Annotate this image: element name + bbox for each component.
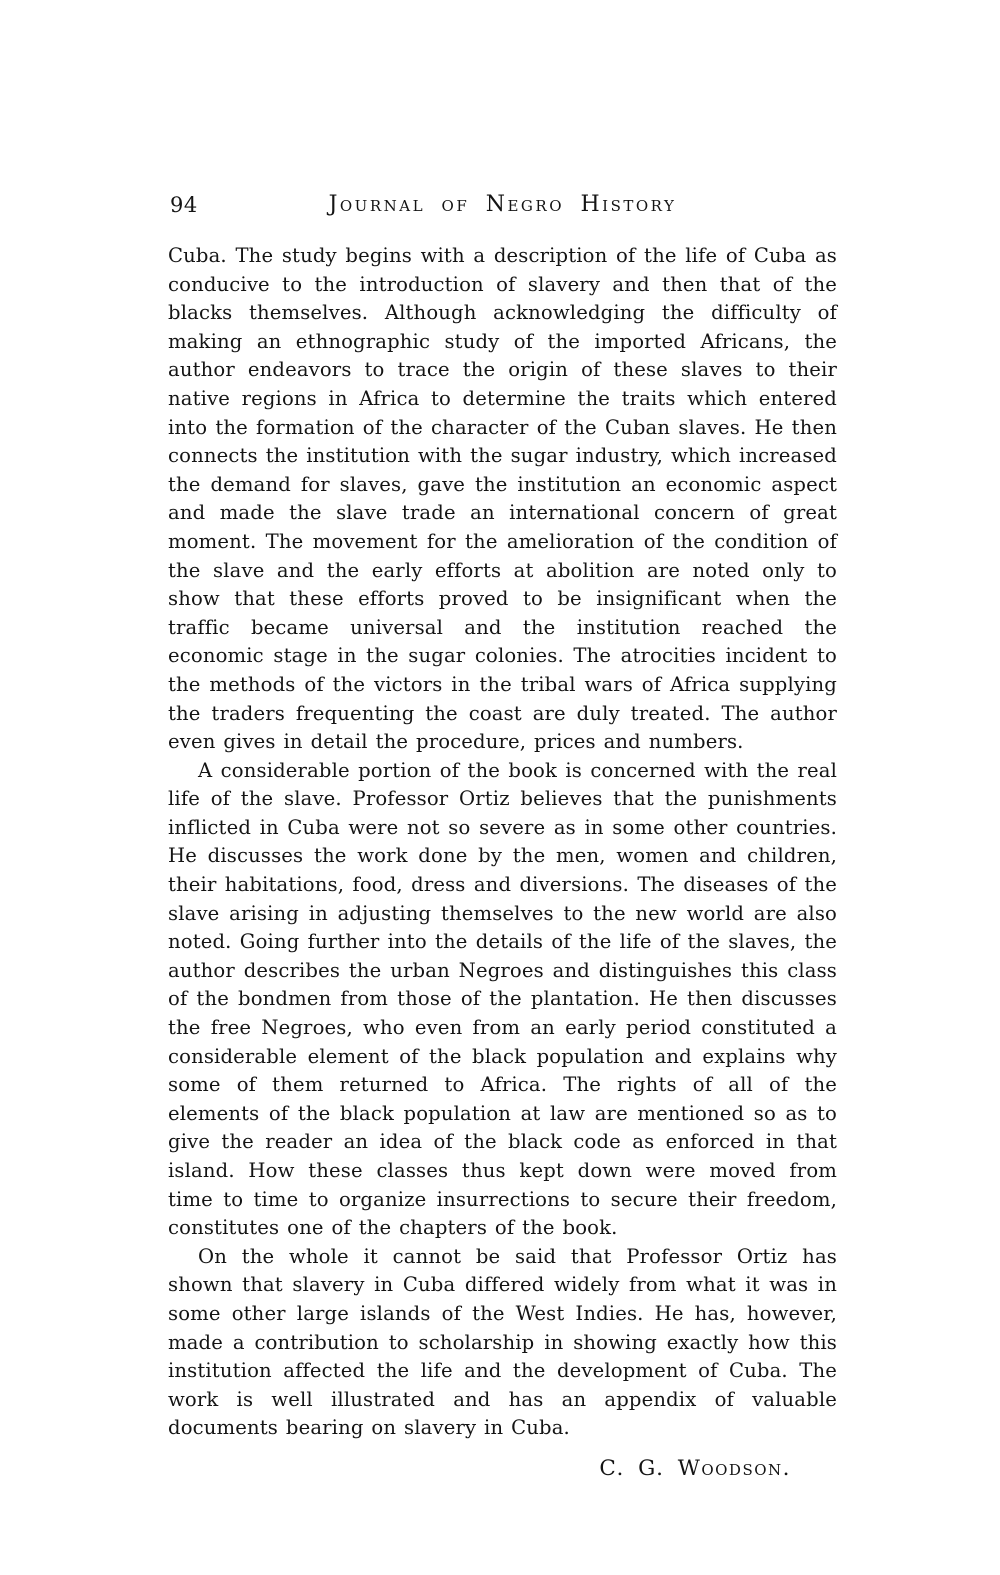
page-body bbox=[168, 242, 837, 1481]
author-signature: C. G. Woodson. bbox=[599, 1455, 791, 1481]
paragraph-conclusion: On the whole it cannot be said that Professor Ortiz has shown that slavery in Cuba differed widely from what it was in some other large islands of the West Indies. He has, however, made a contribution to scholarship in showing exactly how this institution affected the life and the development of Cuba. The work is well illustrated and has an appendix of valuable documents bearing on slavery in Cuba. bbox=[168, 1244, 837, 1440]
page-header bbox=[168, 192, 837, 222]
paragraph-slave-life: A considerable portion of the book is concerned with the real life of the slave. Professor Ortiz believes that the punishments inflicted in Cuba were not so severe as in some other countries. He discusses the work done by the men, women and children, their habitations, food, dress and diversions. The diseases of the slave arising in adjusting themselves to the new world are also noted. Going further into the details of the life of the slaves, the author describes the urban Negroes and distinguishes this class of the bondmen from those of the plantation. He then discusses the free Negroes, who even from an early period constituted a considerable element of the black population and explains why some of them returned to Africa. The rights of all of the elements of the black population at law are mentioned so as to give the reader an idea of the black code as enforced in that island. How these classes thus kept down were moved from time to time to organize insurrections to secure their freedom, constitutes one of the chapters of the book. bbox=[168, 758, 837, 1240]
journal-title: Journal of Negro History bbox=[328, 192, 677, 217]
paragraph-continuation: Cuba. The study begins with a description of the life of Cuba as conducive to the introduction of slavery and then that of the blacks themselves. Although acknowledging the difficulty of making an ethnographic study of the imported Africans, the author endeavors to trace the origin of these slaves to their native regions in Africa to determine the traits which entered into the formation of the character of the Cuban slaves. He then connects the institution with the sugar industry, which increased the demand for slaves, gave the institution an economic aspect and made the slave trade an international concern of great moment. The movement for the amelioration of the condition of the slave and the early efforts at abolition are noted only to show that these efforts proved to be insignificant when the traffic became universal and the institution reached the economic stage in the sugar colonies. The atrocities incident to the methods of the victors in the tribal wars of Africa supplying the traders frequenting the coast are duly treated. The author even gives in detail the procedure, prices and numbers. bbox=[168, 244, 837, 754]
page-number: 94 bbox=[170, 193, 198, 217]
